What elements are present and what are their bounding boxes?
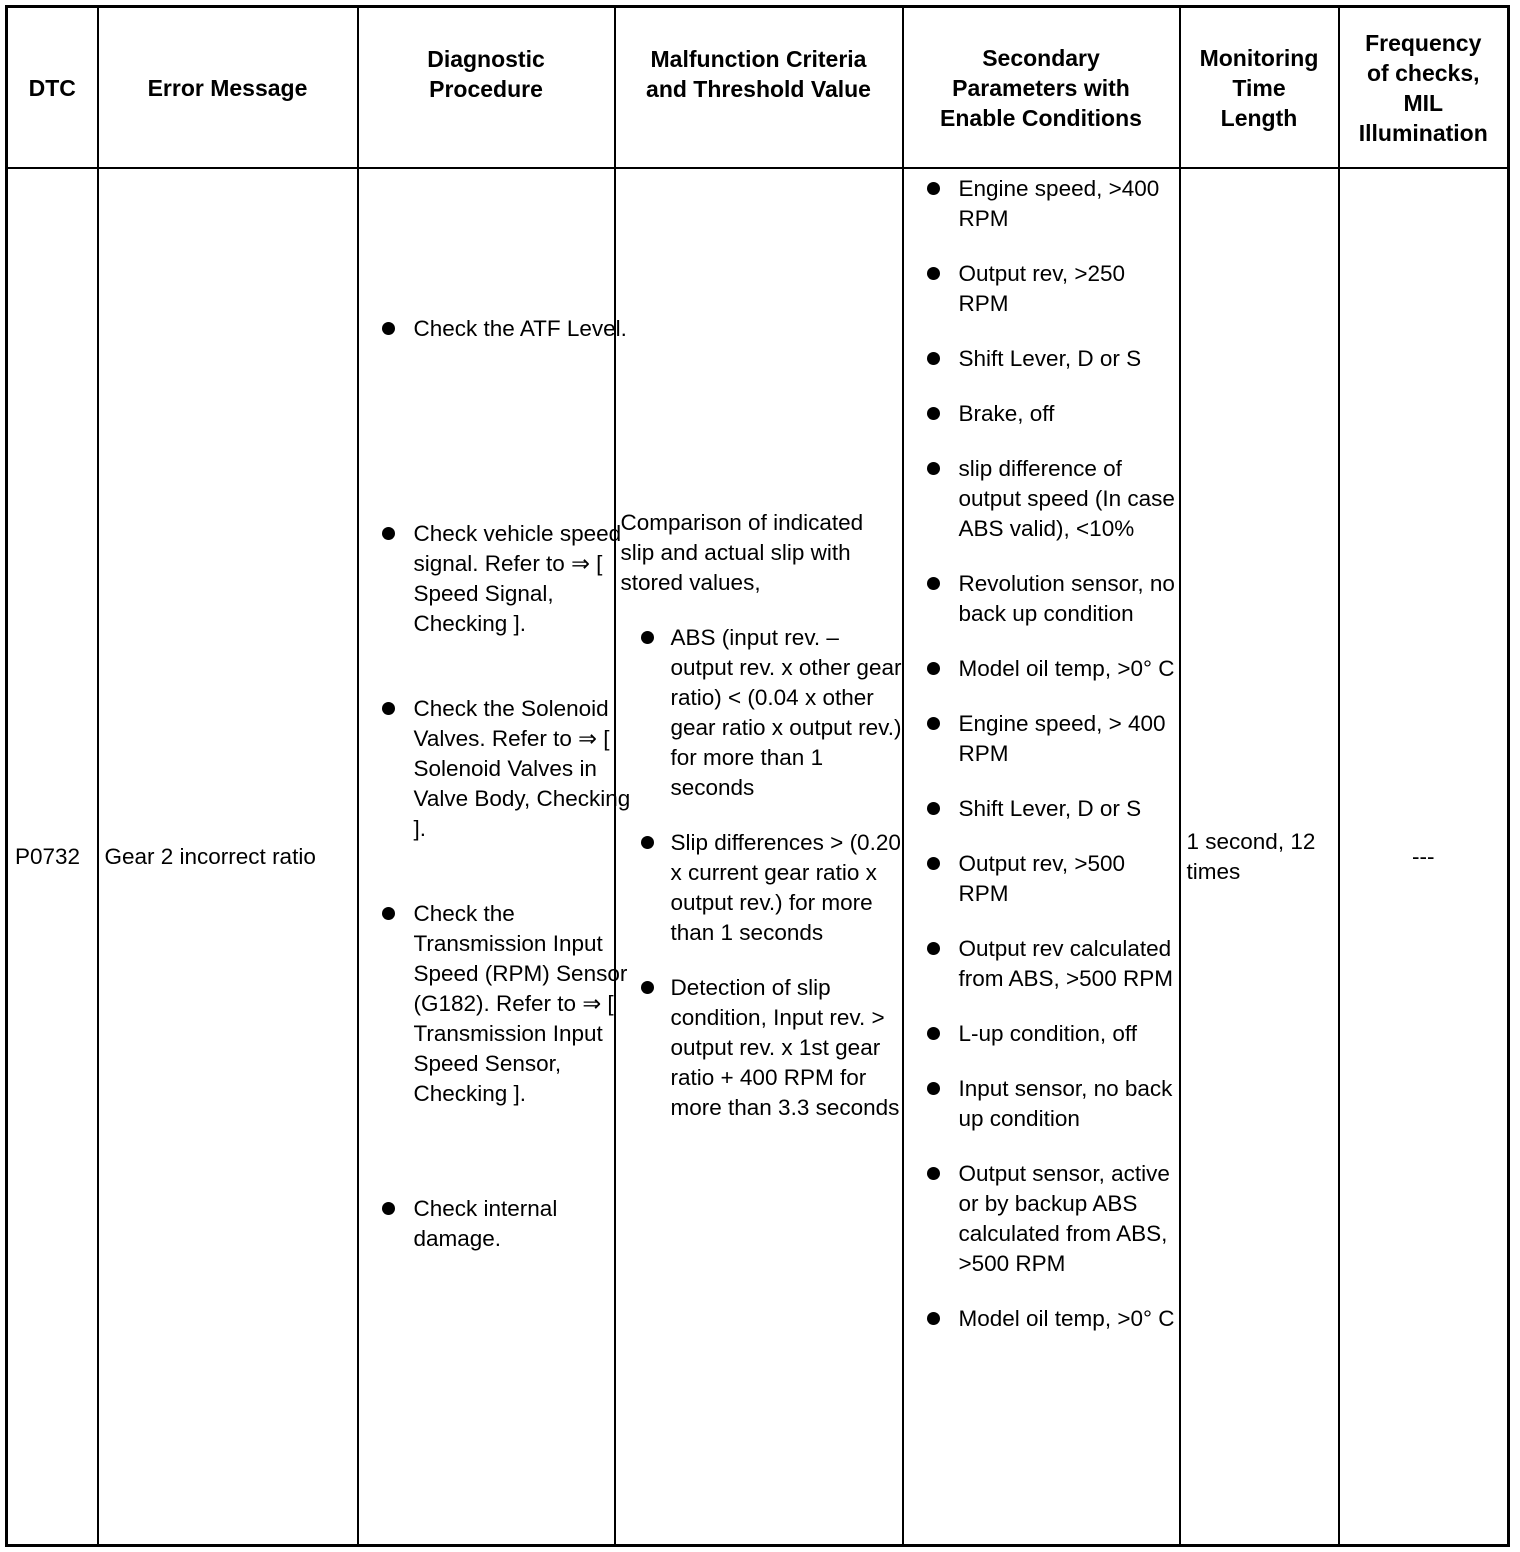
procedure-item: Check vehicle speed signal. Refer to ⇒ [ Speed Signal, Checking ]. [359,519,644,639]
criteria-item: Detection of slip condition, Input rev. > output rev. x 1st gear ratio + 400 RPM for more than 3.3 seconds [616,973,902,1123]
error-message: Gear 2 incorrect ratio [98,168,358,1546]
parameter-item: Revolution sensor, no back up condition [904,569,1179,629]
criteria-list [616,623,902,1123]
parameter-item: Output sensor, active or by backup ABS calculated from ABS, >500 RPM [904,1159,1179,1279]
parameter-item: Shift Lever, D or S [904,794,1179,824]
diagnostic-procedure [358,168,631,1546]
secondary-parameters [903,168,1180,1546]
parameter-item: Engine speed, > 400 RPM [904,709,1179,769]
parameter-item: Model oil temp, >0° C [904,1304,1179,1334]
procedure-item: Check the Solenoid Valves. Refer to ⇒ [ Solenoid Valves in Valve Body, Checking ]. [359,694,644,844]
parameter-item: Brake, off [904,399,1179,429]
parameter-item: Input sensor, no back up condition [904,1074,1179,1134]
header-frequency: Frequency of checks, MIL Illumination [1339,7,1509,169]
procedure-item: Check the ATF Level. [359,314,644,344]
header-error-message: Error Message [98,7,358,169]
dtc-code: P0732 [7,168,98,1546]
parameter-item: Output rev, >500 RPM [904,849,1179,909]
parameter-item: Shift Lever, D or S [904,344,1179,374]
parameter-item: Model oil temp, >0° C [904,654,1179,684]
header-monitoring-time: Monitoring Time Length [1180,7,1339,169]
criteria-item: Slip differences > (0.20 x current gear ratio x output rev.) for more than 1 seconds [616,828,902,948]
frequency: --- [1339,168,1509,1546]
dtc-table [5,5,1510,1547]
malfunction-criteria [615,168,903,1546]
criteria-intro: Comparison of indicated slip and actual slip with stored values, [620,510,864,595]
monitoring-time: 1 second, 12 times [1180,168,1339,1546]
criteria-item: ABS (input rev. – output rev. x other gear ratio) < (0.04 x other gear ratio x output rev.) for more than 1 seconds [616,623,902,803]
procedure-item: Check internal damage. [359,1194,644,1254]
procedure-item: Check the Transmission Input Speed (RPM) Sensor (G182). Refer to ⇒ [ Transmission Input Speed Sensor, Checking ]. [359,899,644,1109]
parameter-item: Output rev calculated from ABS, >500 RPM [904,934,1179,994]
header-dtc: DTC [7,7,98,169]
parameter-item: slip difference of output speed (In case ABS valid), <10% [904,454,1179,544]
parameter-item: Engine speed, >400 RPM [904,174,1179,234]
parameter-item: L-up condition, off [904,1019,1179,1049]
parameter-item: Output rev, >250 RPM [904,259,1179,319]
parameter-list [904,169,1179,1334]
header-diagnostic-procedure: Diagnostic Procedure [358,7,615,169]
header-secondary-parameters: Secondary Parameters with Enable Conditions [903,7,1180,169]
table-row [7,168,1509,1546]
header-malfunction-criteria: Malfunction Criteria and Threshold Value [615,7,903,169]
header-row [7,7,1509,169]
